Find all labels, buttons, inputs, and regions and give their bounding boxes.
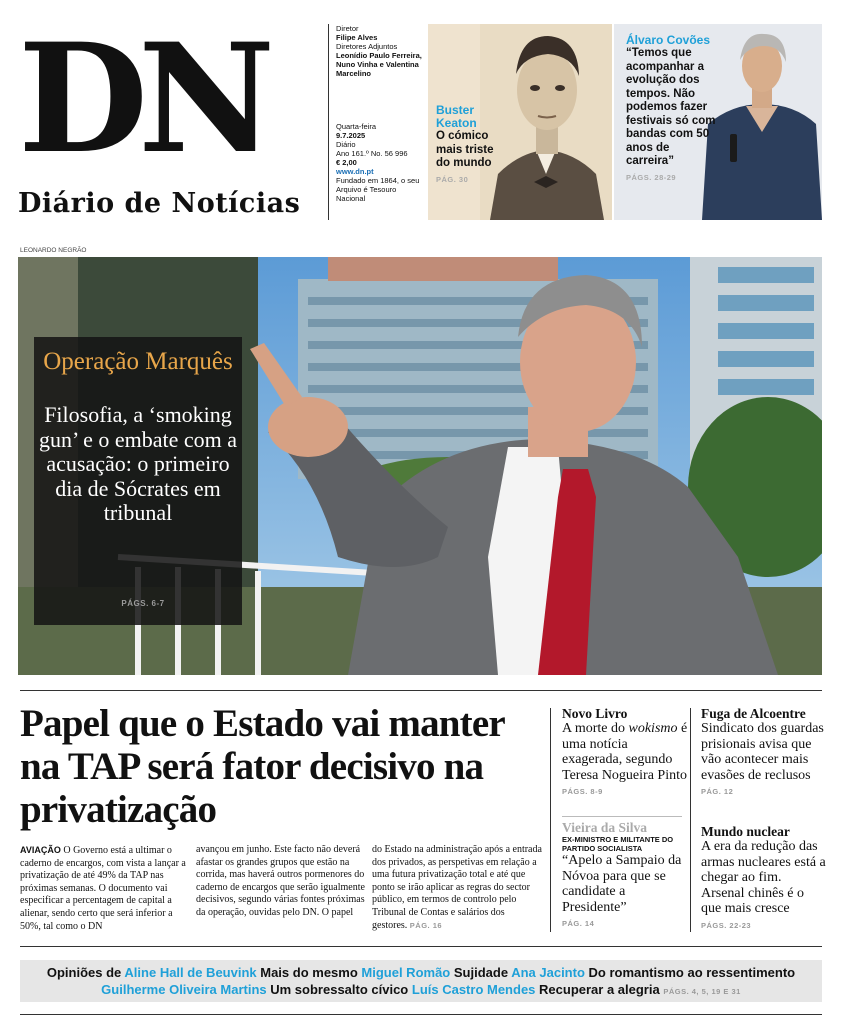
- story-col1-text: O Governo está a ultimar o caderno de encargos, com vista a lançar a privatização de até 49% da TAP nas próximas semanas. O documento vai especificar a percentagem de capital a alienar, sendo certo que será inferior a 50%, tal como o DN: [20, 845, 186, 932]
- logo-dn: DN: [18, 11, 266, 187]
- opinion-author-5[interactable]: Luís Castro Mendes: [411, 982, 536, 997]
- teaser2-name: Álvaro Covões: [626, 33, 711, 47]
- nuclear-text: A era da redução das armas nucleares está a chegar ao fim. Arsenal chinês é o que mais cresce: [701, 839, 826, 916]
- op-text: Filosofia, a ‘smoking gun’ e o embate com a acusação: o primeiro dia de Sócrates em tribunal: [38, 402, 238, 525]
- story-col-2: [196, 844, 366, 920]
- date: 9.7.2025: [336, 131, 366, 140]
- director-name: Filipe Alves: [336, 33, 378, 42]
- teaser-alvaro-covoes[interactable]: [614, 24, 822, 220]
- vieira-role: EX-MINISTRO E MILITANTE DO PARTIDO SOCIALISTA: [562, 835, 674, 853]
- opinion-author-1[interactable]: Aline Hall de Beuvink: [124, 965, 257, 980]
- operacao-marques-box[interactable]: [34, 337, 242, 625]
- masthead-title: Diário de Notícias: [18, 188, 301, 219]
- opinion-title-3[interactable]: Do romantismo ao ressentimento: [588, 965, 796, 980]
- site-link[interactable]: www.dn.pt: [336, 167, 374, 176]
- photo-credit: LEONARDO NEGRÃO: [20, 247, 87, 254]
- opinions-bar: [20, 960, 822, 1002]
- adjuncts-label: Diretores Adjuntos: [336, 42, 398, 51]
- vieira-text: “Apelo a Sampaio da Nóvoa para que se candidate a Presidente”: [562, 853, 682, 915]
- side-divider-1: [550, 708, 551, 932]
- teaser-buster-keaton[interactable]: [428, 24, 612, 220]
- opinion-author-3[interactable]: Ana Jacinto: [511, 965, 585, 980]
- livro-page: PÁGS. 8-9: [562, 787, 603, 796]
- opinion-title-2[interactable]: Sujidade: [453, 965, 509, 980]
- opinion-author-4[interactable]: Guilherme Oliveira Martins: [101, 982, 267, 997]
- side-novo-livro[interactable]: [562, 706, 688, 796]
- side-rule: [562, 816, 682, 817]
- director-label: Diretor: [336, 24, 359, 33]
- teaser2-page: PÁGS. 28-29: [626, 172, 677, 182]
- side-vieira-da-silva[interactable]: [562, 820, 688, 928]
- main-headline[interactable]: Papel que o Estado vai manter na TAP será fator decisivo na privatização: [20, 702, 505, 831]
- livro-kicker: Novo Livro: [562, 706, 628, 721]
- story-col2-text: avançou em junho. Este facto não deverá afastar os grandes grupos que estão na corrida, mas haverá outros pormenores do caderno de encargos que serão igualmente decisivos, segundo várias fontes próximas da operação, ouvidas pelo DN. O papel: [196, 844, 365, 918]
- fuga-page: PÁG. 12: [701, 787, 734, 796]
- frequency: Diário: [336, 140, 356, 149]
- nuclear-page: PÁGS. 22-23: [701, 920, 752, 930]
- footer-rule: [20, 1014, 822, 1015]
- keaton-portrait: [480, 24, 612, 220]
- section-rule: [20, 690, 822, 691]
- teaser2-text: “Temos que acompanhar a evolução dos tempos. Não podemos fazer festivais só com bandas com 50 anos de carreira”: [626, 47, 716, 167]
- masthead-divider: [328, 24, 329, 220]
- side-fuga-alcoentre[interactable]: [701, 706, 827, 796]
- livro-text: A morte do wokismo é uma notícia exagerada, segundo Teresa Nogueira Pinto: [562, 721, 688, 783]
- price: € 2,00: [336, 158, 357, 167]
- opinion-title-5[interactable]: Recuperar a alegria: [539, 982, 660, 997]
- op-page: PÁGS. 6-7: [121, 599, 165, 608]
- bottom-rule: [20, 946, 822, 947]
- adjuncts-names: Leonídio Paulo Ferreira, Nuno Vinha e Valentina Marcelino: [336, 51, 422, 78]
- story-col-3: [372, 844, 542, 932]
- story-col3-text: do Estado na administração após a entrada dos privados, as perspetivas em relação a uma futura privatização total e até que ponto se irão aplicar as regras do sector público, em termos de controlo pelo Tribunal de Contas e salários dos gestores.: [372, 844, 542, 931]
- weekday: Quarta-feira: [336, 122, 377, 131]
- nuclear-kicker: Mundo nuclear: [701, 824, 790, 839]
- story-page: PÁG. 16: [409, 920, 443, 930]
- vieira-page: PÁG. 14: [562, 919, 595, 928]
- edition-info: [336, 24, 426, 203]
- fuga-text: Sindicato dos guardas prisionais avisa que vão acontecer mais evasões de reclusos: [701, 721, 824, 783]
- side-divider-2: [690, 708, 691, 932]
- issue-number: Ano 161.º No. 56 996: [336, 149, 408, 158]
- teaser1-page: PÁG. 30: [436, 174, 469, 184]
- side-mundo-nuclear[interactable]: [701, 824, 827, 930]
- opinions-page: PÁGS. 4, 5, 19 E 31: [663, 987, 741, 996]
- covoes-portrait: [702, 24, 822, 220]
- opinion-author-2[interactable]: Miguel Romão: [361, 965, 451, 980]
- opinion-title-1[interactable]: Mais do mesmo: [260, 965, 358, 980]
- story-kicker: AVIAÇÃO: [20, 845, 61, 855]
- founded-note: Fundado em 1864, o seu Arquivo é Tesouro Nacional: [336, 176, 420, 203]
- fuga-kicker: Fuga de Alcoentre: [701, 706, 806, 721]
- story-col-1: [20, 844, 190, 933]
- vieira-kicker: Vieira da Silva: [562, 820, 648, 835]
- opinion-title-4[interactable]: Um sobressalto cívico: [270, 982, 409, 997]
- op-title: Operação Marquês: [43, 348, 233, 375]
- opinions-label: Opiniões de: [46, 965, 122, 980]
- teaser1-name: Buster Keaton: [436, 103, 477, 130]
- teaser1-text: O cómico mais triste do mundo: [436, 130, 494, 169]
